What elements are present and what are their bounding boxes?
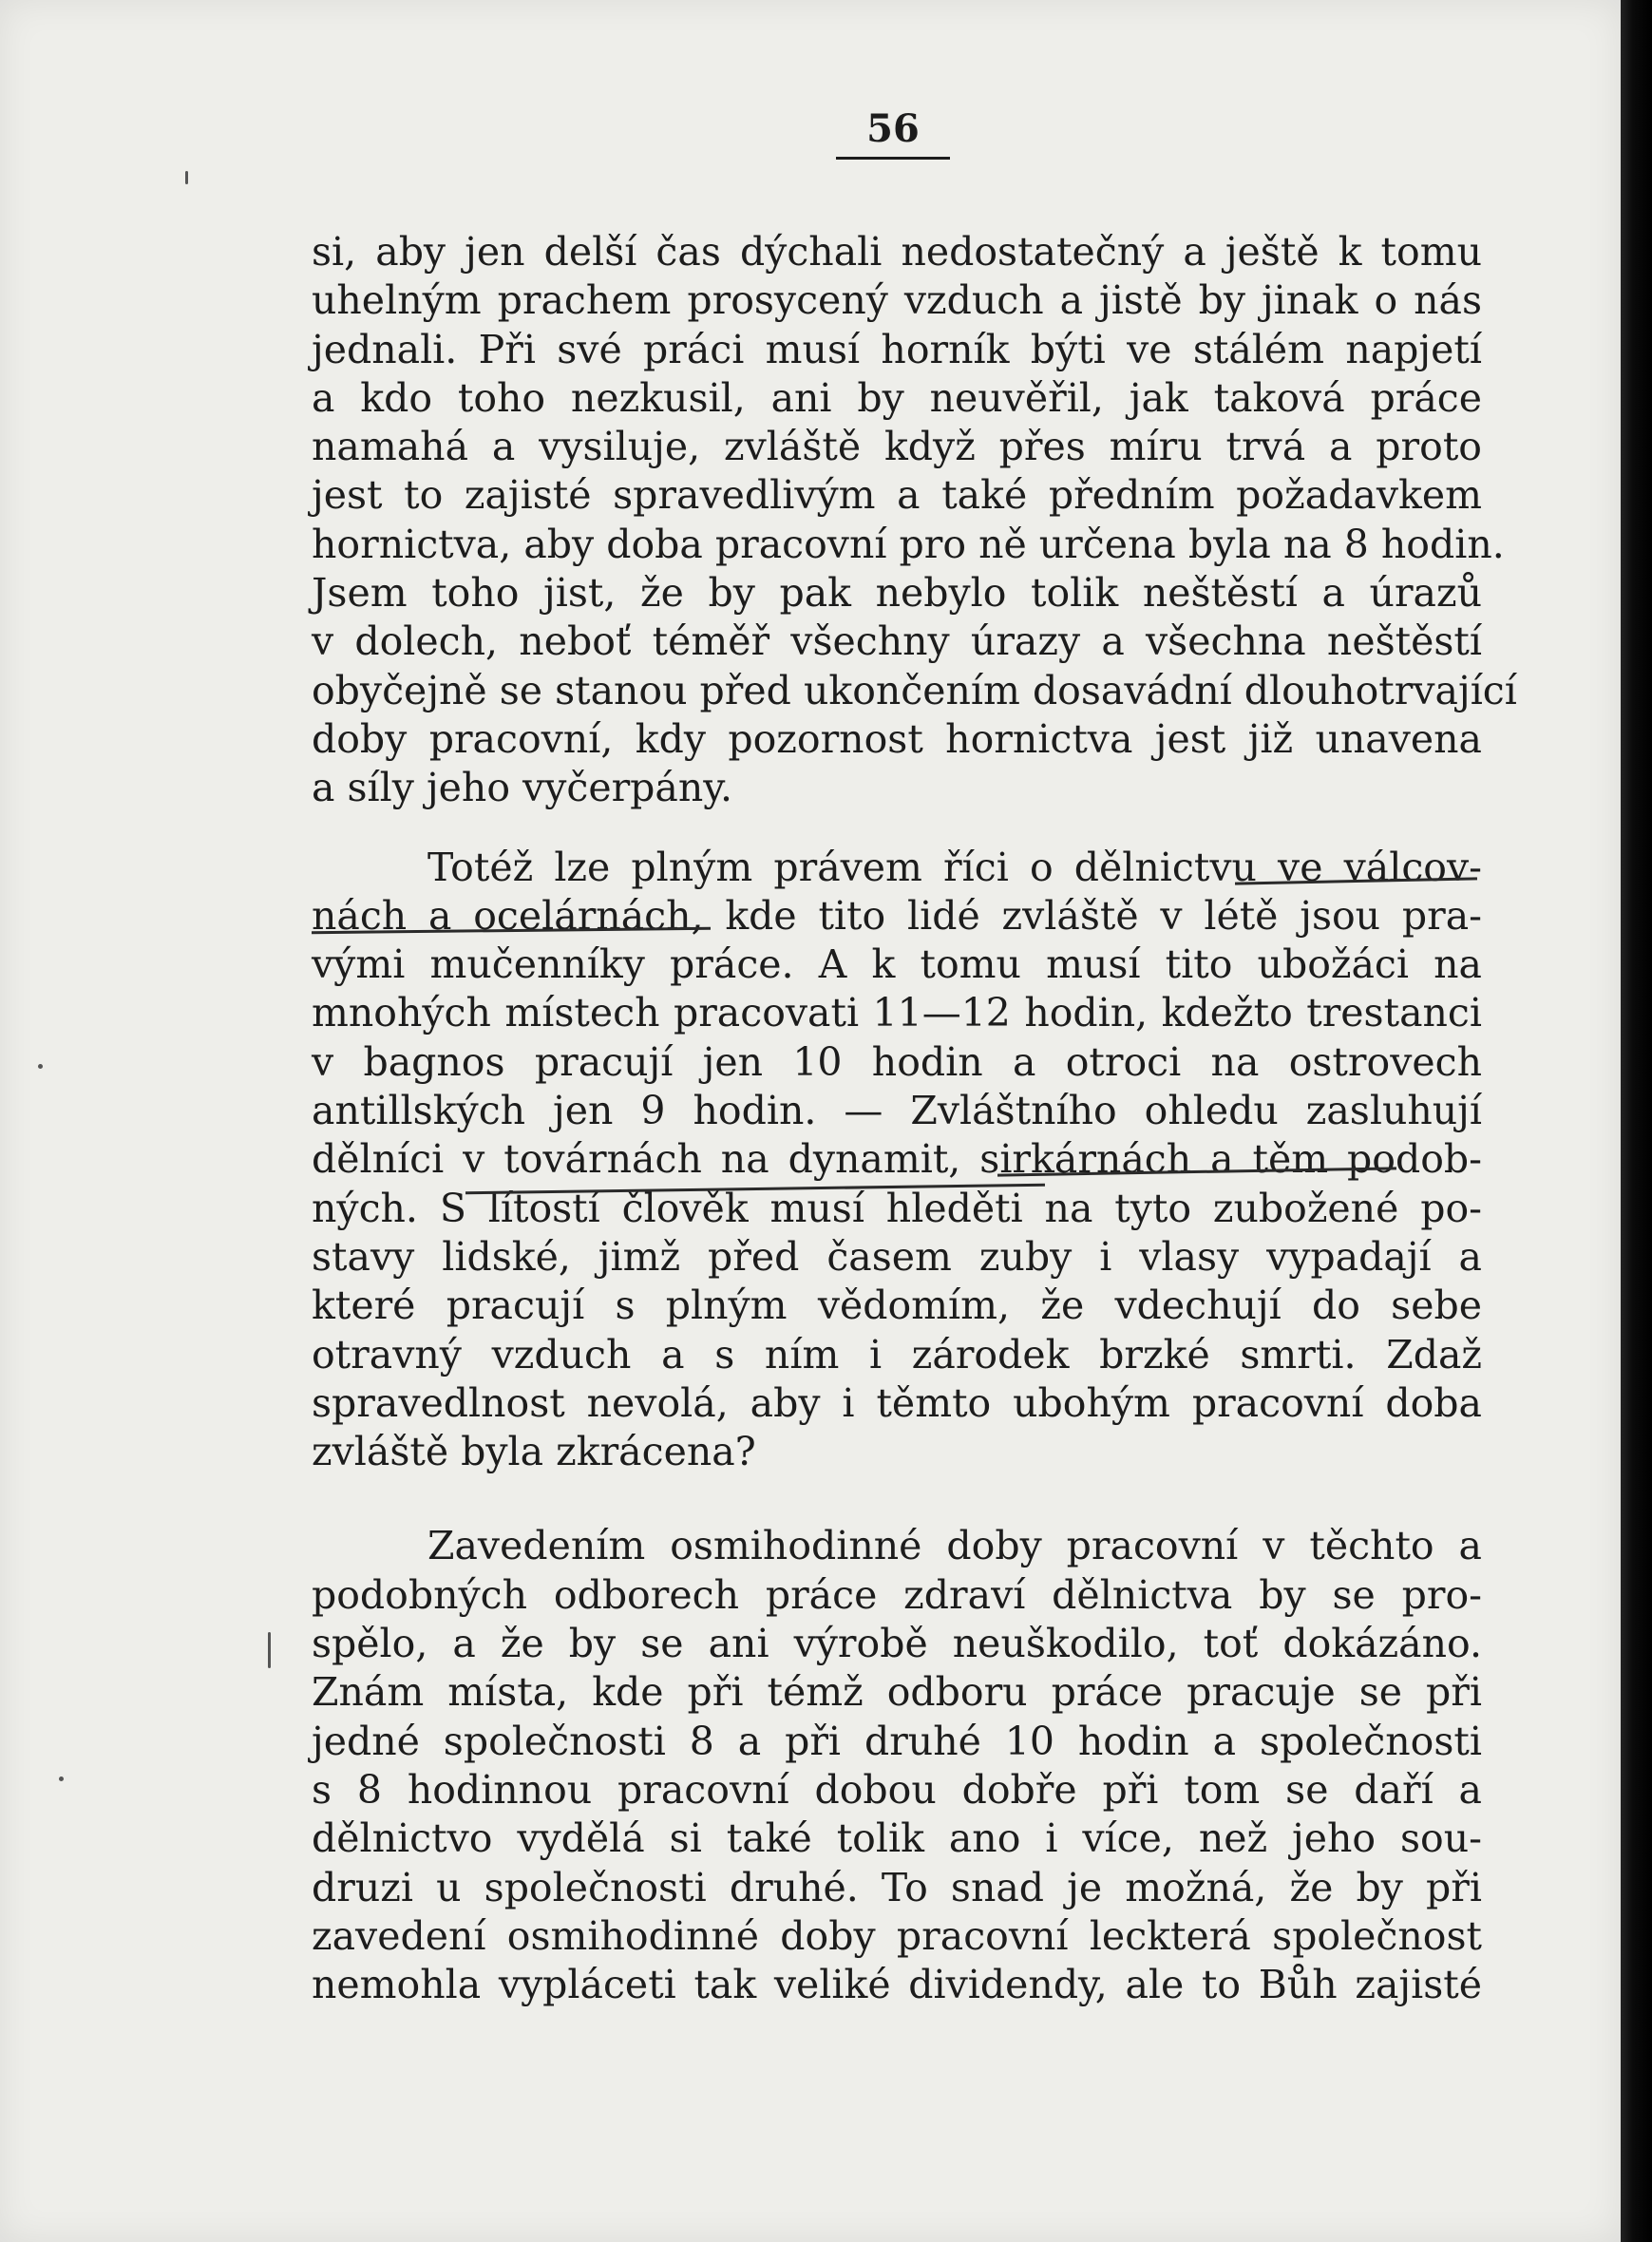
- text-line: obyčejně se stanou před ukončením dosavádní dlouhotrvající: [312, 667, 1517, 713]
- text-line: otravný vzduch a s ním i zárodek brzké smrti. Zdaž: [312, 1331, 1482, 1378]
- paragraph-2: [312, 844, 1482, 1477]
- text-line: Zavedením osmihodinné doby pracovní v těchto a: [427, 1523, 1482, 1569]
- body-text: [312, 228, 1517, 2009]
- text-line: mnohých místech pracovati 11—12 hodin, kdežto trestanci: [312, 990, 1482, 1036]
- text-line: si, aby jen delší čas dýchali nedostatečný a ještě k tomu: [312, 229, 1482, 275]
- scan-speck: [185, 171, 188, 184]
- text-line: nemohla vypláceti tak veliké dividendy, ale to Bůh zajisté: [312, 1962, 1482, 2008]
- text-line: uhelným prachem prosycený vzduch a jistě by jinak o nás: [312, 277, 1482, 324]
- text-line: které pracují s plným vědomím, že vdechují do sebe: [312, 1282, 1482, 1329]
- text-line: antillských jen 9 hodin. — Zvláštního ohledu zasluhují: [312, 1088, 1482, 1134]
- scan-speck: [38, 1064, 43, 1069]
- text-line: a síly jeho vyčerpány.: [312, 765, 733, 811]
- text-line: Jsem toho jist, že by pak nebylo tolik neštěstí a úrazů: [312, 570, 1482, 617]
- text-line: spělo, a že by se ani výrobě neuškodilo, toť dokázáno.: [312, 1621, 1482, 1667]
- text-line: dělníci v továrnách na dynamit, sirkárnách a těm podob-: [312, 1136, 1482, 1183]
- text-line: spravedlnost nevolá, aby i těmto ubohým pracovní doba: [312, 1379, 1482, 1426]
- text-line: ných. S lítostí člověk musí hleděti na tyto zubožené po-: [312, 1185, 1482, 1231]
- paragraph-1: [312, 228, 1517, 813]
- text-line: namahá a vysiluje, zvláště když přes míru trvá a proto: [312, 424, 1482, 470]
- text-line: jest to zajisté spravedlivým a také předním požadavkem: [312, 472, 1482, 519]
- scan-speck: [268, 1632, 271, 1668]
- text-line: vými mučenníky práce. A k tomu musí tito ubožáci na: [312, 941, 1482, 988]
- text-line: jednali. Při své práci musí horník býti ve stálém napjetí: [312, 326, 1482, 372]
- text-line: stavy lidské, jimž před časem zuby i vlasy vypadají a: [312, 1233, 1482, 1280]
- text-line: druzi u společnosti druhé. To snad je možná, že by při: [312, 1864, 1482, 1910]
- text-line: doby pracovní, kdy pozornost hornictva jest již unavena: [312, 715, 1482, 762]
- text-line: dělnictvo vydělá si také tolik ano i více, než jeho sou-: [312, 1815, 1482, 1862]
- text-line: hornictva, aby doba pracovní pro ně určena byla na 8 hodin.: [312, 521, 1505, 567]
- scan-speck: [59, 1776, 64, 1781]
- scan-border: [1621, 0, 1652, 2242]
- text-line: zavedení osmihodinné doby pracovní leckterá společnost: [312, 1912, 1482, 1959]
- text-line: zvláště byla zkrácena?: [312, 1429, 756, 1475]
- text-line: a kdo toho nezkusil, ani by neuvěřil, jak taková práce: [312, 374, 1482, 421]
- page-number-rule: [836, 157, 950, 160]
- page-number: 56: [866, 106, 920, 151]
- text-line: podobných odborech práce zdraví dělnictva by se pro-: [312, 1571, 1482, 1618]
- text-line: v bagnos pracují jen 10 hodin a otroci na ostrovech: [312, 1038, 1482, 1085]
- text-line: jedné společnosti 8 a při druhé 10 hodin a společnosti: [312, 1718, 1482, 1764]
- text-line: Totéž lze plným právem říci o dělnictvu ve válcov-: [427, 844, 1482, 890]
- text-line: v dolech, neboť téměř všechny úrazy a všechna neštěstí: [312, 618, 1482, 665]
- text-line: Znám místa, kde při témž odboru práce pracuje se při: [312, 1669, 1482, 1716]
- text-line: nách a ocelárnách, kde tito lidé zvláště v létě jsou pra-: [312, 892, 1482, 939]
- text-line: s 8 hodinnou pracovní dobou dobře při tom se daří a: [312, 1766, 1482, 1813]
- paragraph-3: [312, 1522, 1482, 2009]
